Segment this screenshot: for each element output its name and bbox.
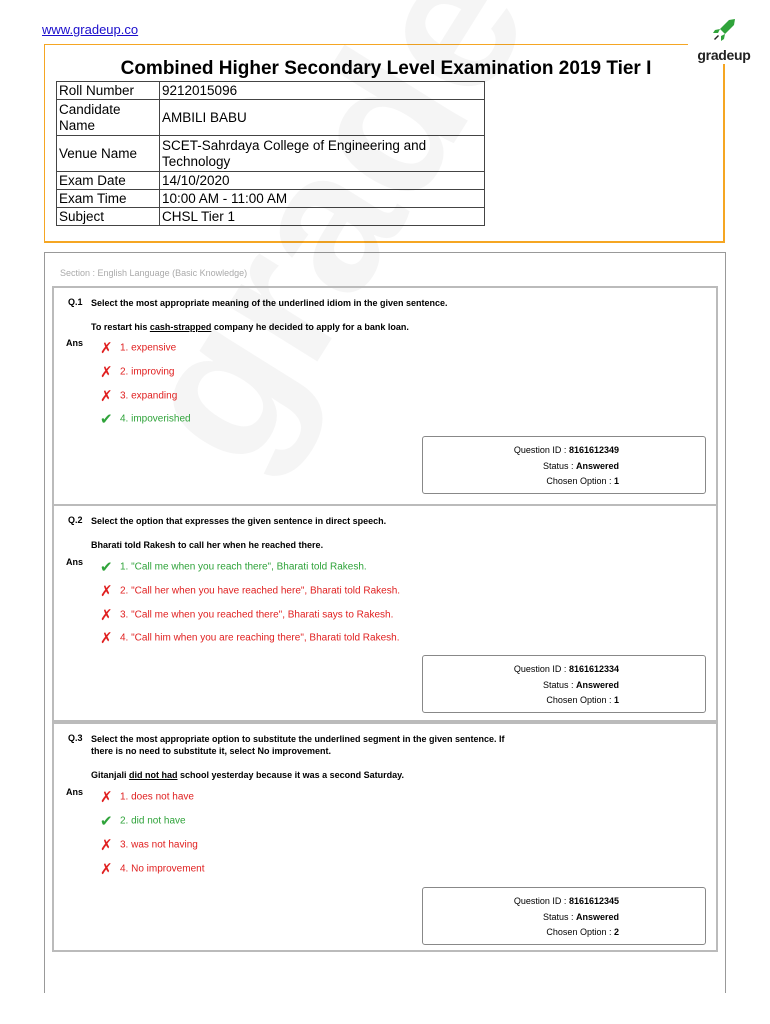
info-key: Venue Name — [57, 136, 160, 172]
info-row — [57, 136, 485, 172]
question-number: Q.3 — [68, 733, 83, 743]
info-key: Candidate Name — [57, 100, 160, 136]
ans-label: Ans — [66, 787, 84, 797]
cross-icon: ✗ — [100, 388, 113, 405]
question-status: Status : Answered — [542, 680, 619, 690]
info-row — [57, 172, 485, 190]
info-row — [57, 100, 485, 136]
question-id: Question ID : 8161612334 — [513, 664, 619, 674]
info-value: SCET-Sahrdaya College of Engineering and Technology — [160, 136, 485, 172]
info-value: CHSL Tier 1 — [160, 208, 485, 226]
question-sentence: To restart his cash-strapped company he decided to apply for a bank loan. — [91, 322, 409, 332]
check-icon: ✔ — [100, 813, 113, 830]
rocket-icon — [711, 18, 737, 42]
option: ✗ 1. expensive — [100, 340, 177, 357]
brand-logo — [694, 18, 754, 63]
info-key: Subject — [57, 208, 160, 226]
option: ✗ 2. "Call her when you have reached here", Bharati told Rakesh. — [100, 583, 401, 600]
cross-icon: ✗ — [100, 861, 113, 878]
question-status: Status : Answered — [542, 912, 619, 922]
cross-icon: ✗ — [100, 630, 113, 647]
question-sentence: Bharati told Rakesh to call her when he reached there. — [91, 540, 324, 550]
option: ✔ 4. impoverished — [100, 411, 191, 428]
cross-icon: ✗ — [100, 583, 113, 600]
chosen-option: Chosen Option : 2 — [546, 927, 619, 937]
info-row — [57, 190, 485, 208]
question-id: Question ID : 8161612345 — [513, 896, 619, 906]
check-icon: ✔ — [100, 559, 113, 576]
brand-name: gradeup — [697, 47, 751, 63]
question-sentence: Gitanjali did not had school yesterday because it was a second Saturday. — [91, 770, 404, 780]
info-key: Exam Date — [57, 172, 160, 190]
question-text: Select the most appropriate option to substitute the underlined segment in the given sentence. If there is no need to substitute it, select No improvement. — [91, 734, 505, 756]
question-text: Select the option that expresses the given sentence in direct speech. — [91, 516, 387, 526]
question-card-3 — [52, 722, 718, 952]
question-card-2 — [52, 504, 718, 722]
cross-icon: ✗ — [100, 607, 113, 624]
ans-label: Ans — [66, 557, 84, 567]
cross-icon: ✗ — [100, 340, 113, 357]
question-meta-box — [422, 887, 706, 945]
question-text: Select the most appropriate meaning of the underlined idiom in the given sentence. — [91, 298, 448, 308]
ans-label: Ans — [66, 338, 84, 348]
info-value: 14/10/2020 — [160, 172, 485, 190]
frame-left — [44, 44, 45, 242]
info-value: AMBILI BABU — [160, 100, 485, 136]
option: ✗ 3. was not having — [100, 837, 198, 854]
option: ✔ 1. "Call me when you reach there", Bharati told Rakesh. — [100, 559, 367, 576]
question-id: Question ID : 8161612349 — [513, 445, 619, 455]
check-icon: ✔ — [100, 411, 113, 428]
candidate-info-table — [56, 81, 485, 226]
frame-right — [723, 64, 725, 243]
cross-icon: ✗ — [100, 364, 113, 381]
info-key: Roll Number — [57, 82, 160, 100]
option: ✗ 4. No improvement — [100, 861, 205, 878]
option: ✗ 1. does not have — [100, 789, 194, 806]
option: ✔ 2. did not have — [100, 813, 186, 830]
frame-top — [44, 44, 688, 45]
info-value: 10:00 AM - 11:00 AM — [160, 190, 485, 208]
question-meta-box — [422, 436, 706, 494]
chosen-option: Chosen Option : 1 — [546, 695, 619, 705]
site-link[interactable]: www.gradeup.co — [42, 22, 139, 37]
exam-title: Combined Higher Secondary Level Examination 2019 Tier I — [120, 58, 652, 79]
question-number: Q.1 — [68, 297, 83, 307]
info-value: 9212015096 — [160, 82, 485, 100]
chosen-option: Chosen Option : 1 — [546, 476, 619, 486]
question-card-1 — [52, 286, 718, 506]
option: ✗ 3. "Call me when you reached there", Bharati says to Rakesh. — [100, 607, 394, 624]
question-number: Q.2 — [68, 515, 83, 525]
frame-bottom — [44, 241, 724, 243]
cross-icon: ✗ — [100, 789, 113, 806]
info-key: Exam Time — [57, 190, 160, 208]
option: ✗ 2. improving — [100, 364, 175, 381]
cross-icon: ✗ — [100, 837, 113, 854]
section-label: Section : English Language (Basic Knowledge) — [60, 268, 248, 278]
info-row — [57, 82, 485, 100]
question-status: Status : Answered — [542, 461, 619, 471]
option: ✗ 3. expanding — [100, 388, 178, 405]
option: ✗ 4. "Call him when you are reaching there", Bharati told Rakesh. — [100, 630, 400, 647]
info-row — [57, 208, 485, 226]
question-meta-box — [422, 655, 706, 713]
